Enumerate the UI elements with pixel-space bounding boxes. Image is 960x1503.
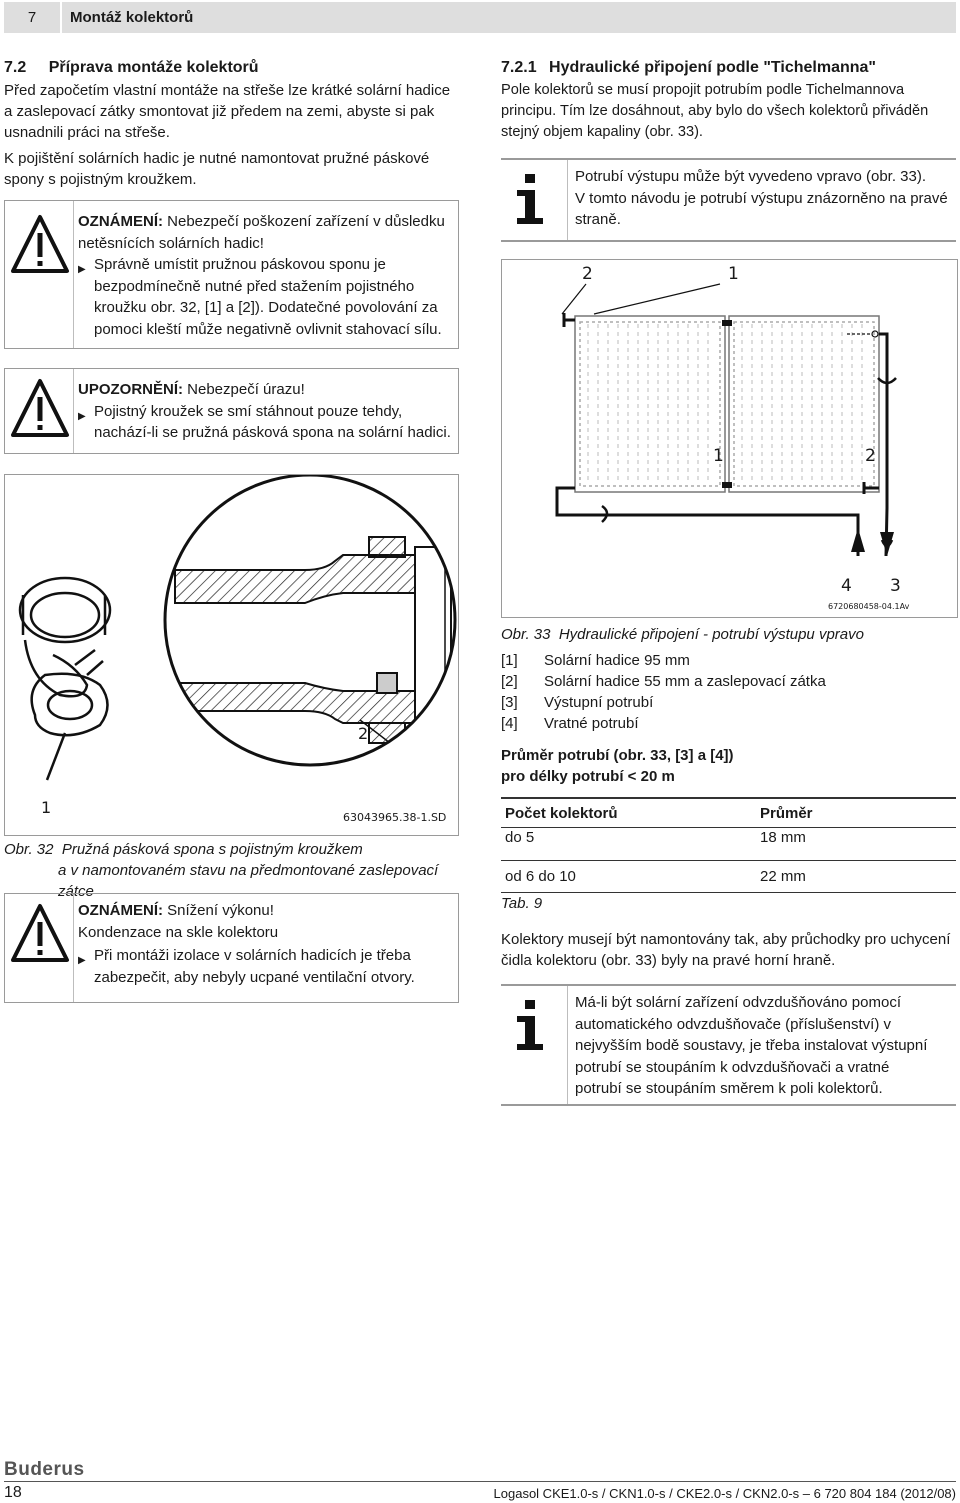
subsection-heading: [501, 59, 876, 77]
hydraulic-diagram: [502, 260, 957, 617]
notice-bullet: [78, 254, 452, 340]
page-number: 18: [4, 1484, 22, 1501]
figure-code: 63043965.38-1.SD: [343, 811, 447, 824]
figure-33: [501, 259, 958, 618]
callout-mid-2: 2: [865, 446, 876, 466]
icon-column: [501, 986, 568, 1104]
warning-triangle-icon: [7, 213, 73, 283]
notice-text: [78, 211, 452, 340]
section-number: 7.2: [4, 59, 27, 76]
chapter-title: Montáž kolektorů: [70, 9, 194, 26]
table-header: Počet kolektorů Průměr: [501, 797, 956, 828]
table-label: Tab. 9: [501, 895, 543, 912]
notice-label: OZNÁMENÍ:: [78, 213, 163, 230]
bullet-arrow-icon: ▶: [78, 410, 86, 422]
subsection-title: Hydraulické připojení podle "Tichelmanna": [549, 59, 876, 76]
caption-line-1: Pružná pásková spona s pojistným kroužkem: [61, 841, 363, 858]
info-icon: [507, 168, 557, 228]
bullet-arrow-icon: ▶: [78, 955, 86, 966]
info-icon: [507, 994, 557, 1054]
diameter-heading: Průměr potrubí (obr. 33, [3] a [4]) pro délky potrubí < 20 m: [501, 747, 734, 785]
warning-triangle-icon: [7, 377, 73, 447]
caption-number: Obr. 32: [4, 841, 54, 858]
table-row: do 5 18 mm: [501, 828, 956, 861]
callout-2: 2: [358, 724, 369, 743]
caption-number: Obr. 33: [501, 626, 551, 643]
caption-text: Hydraulické připojení - potrubí výstupu vpravo: [558, 626, 864, 643]
legend-item: [4] Vratné potrubí: [501, 715, 639, 732]
figure-32: [4, 474, 459, 836]
subsection-number: 7.2.1: [501, 59, 537, 76]
bullet-text: Při montáži izolace v solárních hadicích je třeba zabezpečit, aby nebyly ucpané ventilační otvory.: [94, 947, 415, 986]
legend-item: [3] Výstupní potrubí: [501, 694, 654, 711]
info-text: Má-li být solární zařízení odvzdušňováno pomocí automatického odvzdušňovače (příslušenství) v nejvyšším bodě soustavy, je třeba instalovat výstupní potrubí se stoupáním k odvzdušňovači a vratné potrubí se stoupáním směrem k poli kolektorů.: [575, 994, 928, 1097]
caution-text: [78, 379, 452, 444]
intro-paragraph: Před započetím vlastní montáže na střeše lze krátké solární hadice a zaslepovací zátky smontovat již předem na zemi, abyste si pak usnadnili práci na střeše.: [4, 82, 451, 141]
table-row: od 6 do 10 22 mm: [501, 861, 956, 893]
callout-3: 3: [890, 576, 901, 596]
bullet-text: Pojistný kroužek se smí stáhnout pouze tehdy, nachází-li se pružná pásková spona na solární hadici.: [94, 402, 451, 441]
callout-4: 4: [841, 576, 852, 596]
caution-box-injury: [4, 368, 459, 454]
section-title: Příprava montáže kolektorů: [48, 59, 259, 76]
legend-item: [1] Solární hadice 95 mm: [501, 652, 690, 669]
diameter-table: [501, 797, 956, 893]
caution-label: UPOZORNĚNÍ:: [78, 381, 183, 398]
icon-column: [5, 369, 74, 453]
notice-message: Snížení výkonu!: [163, 902, 274, 919]
document-reference: Logasol CKE1.0-s / CKN1.0-s / CKE2.0-s / CKN2.0-s – 6 720 804 184 (2012/08): [493, 1486, 956, 1501]
caution-message: Nebezpečí úrazu!: [183, 381, 305, 398]
info-box-outlet: [501, 158, 956, 242]
brand-logo: Buderus: [4, 1459, 85, 1480]
sensor-paragraph: Kolektory musejí být namontovány tak, aby průchodky pro uchycení čidla kolektoru (obr. 33) byly na pravé horní hraně.: [501, 931, 951, 969]
callout-top-1: 1: [728, 264, 739, 284]
callout-mid-1: 1: [713, 446, 724, 466]
notice-subline: Kondenzace na skle kolektoru: [78, 923, 279, 941]
caption-line-2: a v namontovaném stavu na předmontované zaslepovací zátce: [58, 862, 439, 900]
legend-item: [2] Solární hadice 55 mm a zaslepovací zátka: [501, 673, 826, 690]
info-text: [575, 166, 952, 231]
caution-bullet: [78, 401, 452, 444]
clamp-illustration: [5, 475, 458, 835]
figure-code: 6720680458-04.1Av: [828, 602, 910, 611]
notice-box-damage: [4, 200, 459, 349]
notice-text: [78, 900, 452, 988]
chapter-header: [4, 2, 956, 33]
tichelmann-paragraph: Pole kolektorů se musí propojit potrubím podle Tichelmannova principu. Tím lze dosáhnout, aby bylo do všech kolektorů přiváděn stejný objem kapaliny (obr. 33).: [501, 82, 929, 140]
chapter-number: 7: [4, 2, 62, 33]
icon-column: [5, 201, 74, 348]
callout-top-2: 2: [582, 264, 593, 284]
clamp-paragraph: K pojištění solárních hadic je nutné namontovat pružné páskové spony s pojistným kroužkem.: [4, 150, 430, 188]
section-heading: [4, 59, 259, 77]
figure-33-caption: [501, 624, 864, 645]
icon-column: [5, 894, 74, 1002]
notice-box-performance: [4, 893, 459, 1003]
bullet-text: Správně umístit pružnou páskovou sponu je bezpodmínečně nutné před stažením pojistného kroužku obr. 32, [1] a [2]). Dodatečné povolování za pomoci kleští může negativně ovlivnit stahovací sílu.: [94, 256, 442, 338]
bullet-arrow-icon: ▶: [78, 264, 86, 275]
notice-message: Nebezpečí poškození zařízení v důsledku netěsnících solárních hadic!: [78, 213, 445, 252]
footer-rule: [4, 1481, 956, 1482]
callout-1: 1: [41, 798, 52, 817]
icon-column: [501, 160, 568, 240]
figure-33-legend: [501, 650, 956, 734]
notice-bullet: [78, 945, 452, 988]
info-box-deaeration: [501, 984, 956, 1106]
info-line-1: Potrubí výstupu může být vyvedeno vpravo (obr. 33).: [575, 168, 927, 185]
notice-label: OZNÁMENÍ:: [78, 902, 163, 919]
warning-triangle-icon: [7, 902, 73, 972]
info-line-2: V tomto návodu je potrubí výstupu znázorněno na pravé straně.: [575, 189, 948, 228]
